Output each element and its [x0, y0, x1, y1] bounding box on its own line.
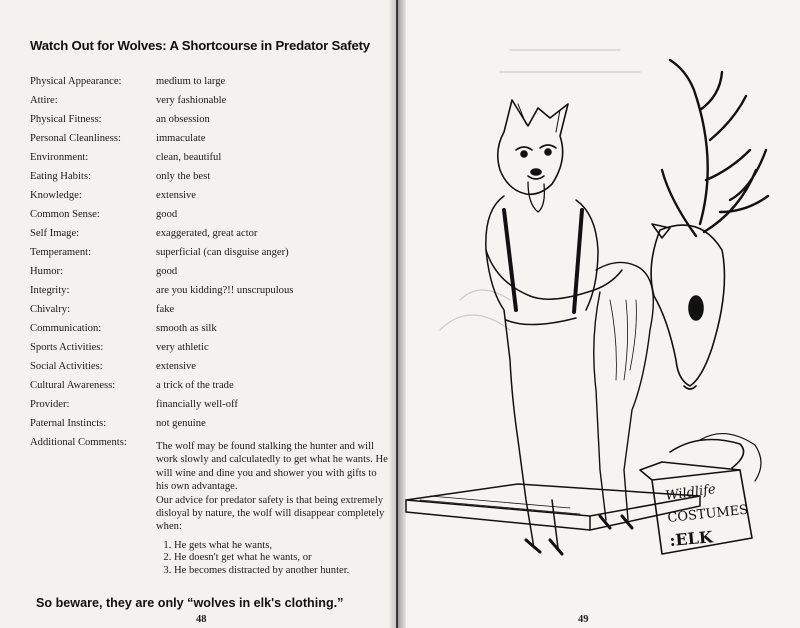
box-text-elk: :ELK	[668, 527, 714, 550]
trait-label: Paternal Instincts:	[30, 418, 107, 429]
footer-slogan: So beware, they are only “wolves in elk's clothing.”	[36, 596, 344, 610]
trait-row	[30, 152, 370, 171]
trait-value: medium to large	[156, 76, 226, 87]
trait-label: Knowledge:	[30, 190, 82, 201]
trait-value: smooth as silk	[156, 323, 217, 334]
elk-body	[594, 262, 654, 528]
trait-label: Physical Appearance:	[30, 76, 122, 87]
trait-row	[30, 76, 370, 95]
trait-value: an obsession	[156, 114, 210, 125]
show-through-marks	[440, 50, 640, 330]
trait-label: Self Image:	[30, 228, 80, 239]
trait-row	[30, 209, 370, 228]
trait-value: only the best	[156, 171, 211, 182]
left-page	[0, 0, 396, 628]
page-title: Watch Out for Wolves: A Shortcourse in Predator Safety	[30, 38, 370, 53]
trait-value: are you kidding?!! unscrupulous	[156, 285, 294, 296]
trait-value: exaggerated, great actor	[156, 228, 258, 239]
wolf-in-elk-costume-illustration	[400, 0, 800, 612]
trait-label: Cultural Awareness:	[30, 380, 116, 391]
trait-row	[30, 285, 370, 304]
trait-label: Integrity:	[30, 285, 70, 296]
elk-head	[651, 224, 724, 389]
trait-label: Physical Fitness:	[30, 114, 102, 125]
list-item: 2. He doesn't get what he wants, or	[174, 552, 388, 565]
trait-row	[30, 342, 370, 361]
trait-value: good	[156, 209, 178, 220]
additional-comments	[156, 440, 388, 578]
comments-paragraph: The wolf may be found stalking the hunter and will work slowly and calculatedly to get what he wants. He will wine and dine you and shower you with gifts to his own advantage.	[156, 441, 388, 493]
trait-row	[30, 323, 370, 342]
trait-row	[30, 114, 370, 133]
trait-row	[30, 228, 370, 247]
list-item: 1. He gets what he wants,	[174, 540, 388, 553]
trait-row	[30, 399, 370, 418]
box-text-costumes: COSTUMES	[666, 502, 749, 526]
trait-value: very fashionable	[156, 95, 227, 106]
page-number: 49	[578, 614, 589, 625]
trait-value: extensive	[156, 361, 197, 372]
trait-label: Personal Cleanliness:	[30, 133, 121, 144]
traits-list	[30, 76, 370, 456]
trait-label: Eating Habits:	[30, 171, 91, 182]
trait-label: Provider:	[30, 399, 70, 410]
trait-value: not genuine	[156, 418, 206, 429]
trait-label: Temperament:	[30, 247, 92, 258]
page-number: 48	[196, 614, 207, 625]
trait-value: very athletic	[156, 342, 209, 353]
trait-value: extensive	[156, 190, 197, 201]
trait-row	[30, 133, 370, 152]
trait-value: fake	[156, 304, 175, 315]
trait-value: immaculate	[156, 133, 206, 144]
elk-antlers	[662, 60, 768, 236]
trait-row	[30, 304, 370, 323]
trait-label: Social Activities:	[30, 361, 103, 372]
comments-list	[156, 540, 388, 578]
trait-row	[30, 418, 370, 437]
trait-label: Communication:	[30, 323, 102, 334]
wolf-tongue	[528, 182, 544, 212]
trait-row	[30, 171, 370, 190]
trait-label: Sports Activities:	[30, 342, 104, 353]
wolf-head	[498, 100, 568, 212]
trait-row	[30, 95, 370, 114]
trait-value: superficial (can disguise anger)	[156, 247, 289, 258]
trait-label: Chivalry:	[30, 304, 71, 315]
trait-label: Environment:	[30, 152, 89, 163]
trait-row	[30, 266, 370, 285]
comments-paragraph: Our advice for predator safety is that being extremely disloyal by nature, the wolf will disappear completely when:	[156, 494, 385, 533]
trait-label: Humor:	[30, 266, 63, 277]
trait-row	[30, 380, 370, 399]
trait-row	[30, 247, 370, 266]
wolf-body	[486, 196, 622, 554]
trait-value: good	[156, 266, 178, 277]
trait-value: clean, beautiful	[156, 152, 222, 163]
trait-value: financially well-off	[156, 399, 238, 410]
trait-label: Attire:	[30, 95, 58, 106]
trait-row	[30, 361, 370, 380]
trait-label: Common Sense:	[30, 209, 100, 220]
trait-label: Additional Comments:	[30, 437, 127, 448]
trait-value: a trick of the trade	[156, 380, 234, 391]
box-text-wildlife: Wildlife	[664, 482, 717, 504]
list-item: 3. He becomes distracted by another hunter.	[174, 565, 388, 578]
trait-row	[30, 190, 370, 209]
